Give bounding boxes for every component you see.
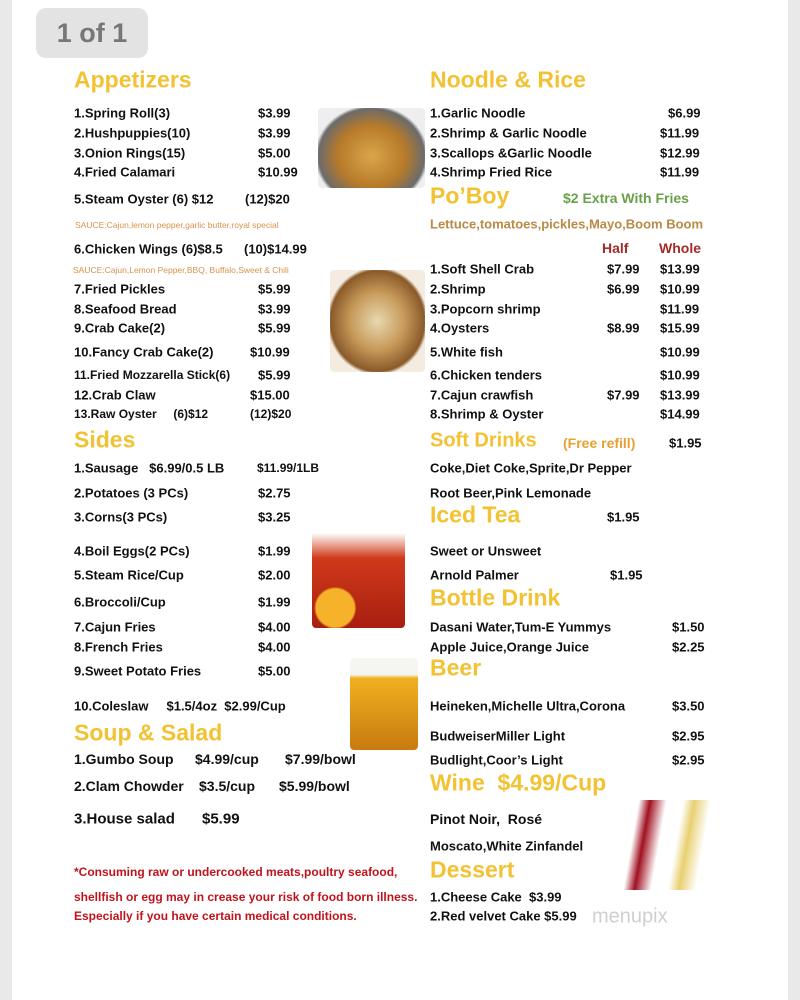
menu-item: 1.Soft Shell Crab [430,261,535,277]
menu-price: (10)$14.99 [244,241,307,257]
whole-price: $14.99 [660,406,700,422]
dessert-heading: Dessert [430,856,515,883]
menu-price: $15.00 [250,387,290,403]
menu-price: $1.99 [258,543,291,559]
whole-label: Whole [659,240,701,256]
menu-item: 2.Shrimp [430,281,486,297]
watermark: menupix [592,905,668,928]
menu-item: Moscato,White Zinfandel [430,838,584,854]
menu-item: 12.Crab Claw [74,387,156,403]
menu-item: 3.Popcorn shrimp [430,301,541,317]
half-label: Half [602,240,629,256]
menu-item: 3.House salad [74,810,175,828]
menu-item: 4.Shrimp Fried Rice [430,164,553,180]
menu-item: 8.Shrimp & Oyster [430,406,544,422]
soft-drinks-heading: Soft Drinks [430,429,537,452]
menu-item: 4.Oysters [430,320,490,336]
menu-item: BudweiserMiller Light [430,728,566,744]
menu-price: $6.99 [668,105,701,121]
menu-price: $11.99 [660,164,700,180]
soup-salad-heading: Soup & Salad [74,719,223,746]
disclaimer-line: *Consuming raw or undercooked meats,poultry seafood, [74,865,398,879]
menu-item: 4.Boil Eggs(2 PCs) [74,543,190,559]
menu-price: $1.95 [669,435,702,451]
menu-item: 6.Chicken Wings (6)$8.5 [74,241,223,257]
menu-item: 13.Raw Oyster (6)$12 [74,407,209,421]
fries-extra-note: $2 Extra With Fries [563,190,689,206]
menu-price: $11.99 [660,125,700,141]
menu-price: $1.95 [607,509,640,525]
menu-price: $5.99 [258,367,291,383]
appetizers-heading: Appetizers [74,66,192,93]
menu-item: 4.Fried Calamari [74,164,176,180]
menu-item: 5.Steam Oyster (6) $12 [74,191,214,207]
menu-item: 6.Chicken tenders [430,367,542,383]
whole-price: $13.99 [660,261,700,277]
poboy-sandwich-image [330,270,425,372]
disclaimer-line: Especially if you have certain medical conditions. [74,909,357,923]
menu-price: $1.99 [258,594,291,610]
menu-item: 10.Fancy Crab Cake(2) [74,344,214,360]
menu-item: Arnold Palmer [430,567,519,583]
menu-price: $3.99 [258,105,291,121]
menu-price: $2.95 [672,728,705,744]
page-counter-badge: 1 of 1 [36,8,148,58]
menu-price: $5.99 [202,810,240,828]
menu-price: $3.99 [258,125,291,141]
menu-item: Coke,Diet Coke,Sprite,Dr Pepper [430,460,632,476]
menu-price: $2.00 [258,567,291,583]
whole-price: $13.99 [660,387,700,403]
menu-price: $4.00 [258,619,291,635]
iced-tea-heading: Iced Tea [430,501,521,528]
menu-item: 2.Red velvet Cake $5.99 [430,908,577,924]
menu-price: (12)$20 [245,191,290,207]
menu-item: Pinot Noir, Rosé [430,811,543,827]
menu-item: 11.Fried Mozzarella Stick(6) [74,368,231,382]
menu-price: $3.50 [672,698,705,714]
menu-item: 1.Garlic Noodle [430,105,526,121]
whole-price: $10.99 [660,344,700,360]
menu-price: $10.99 [250,344,290,360]
menu-item: 1.Cheese Cake $3.99 [430,889,562,905]
menu-page [12,0,788,1000]
menu-item: 7.Cajun Fries [74,619,156,635]
poboy-heading: Po’Boy [430,182,510,209]
menu-item: 3.Corns(3 PCs) [74,509,168,525]
beer-mug-image [350,658,418,750]
menu-item: Root Beer,Pink Lemonade [430,485,592,501]
menu-price: $3.5/cup [199,778,256,794]
sauce-note: SAUCE:Cajun,lemon pepper,garlic butter,royal special [75,220,279,230]
beer-heading: Beer [430,654,482,681]
menu-price: $5.99/bowl [279,778,350,794]
menu-item: 9.Sweet Potato Fries [74,663,202,679]
wine-heading: Wine $4.99/Cup [430,769,607,796]
menu-price: $3.99 [258,301,291,317]
menu-item: 2.Hushpuppies(10) [74,125,191,141]
whole-price: $10.99 [660,367,700,383]
menu-price: $3.25 [258,509,291,525]
sides-heading: Sides [74,426,136,453]
half-price: $7.99 [607,261,640,277]
menu-item: 7.Cajun crawfish [430,387,534,403]
half-price: $7.99 [607,387,640,403]
menu-price: $2.25 [672,639,705,655]
menu-item: Sweet or Unsweet [430,543,542,559]
menu-price: (12)$20 [250,407,292,421]
menu-item: 1.Spring Roll(3) [74,105,171,121]
wine-glasses-image [617,800,712,890]
menu-price: $10.99 [258,164,298,180]
menu-item: 7.Fried Pickles [74,281,166,297]
menu-price: $2.95 [672,752,705,768]
menu-item: Budlight,Coor’s Light [430,752,563,768]
menu-item: 3.Scallops &Garlic Noodle [430,145,592,161]
whole-price: $11.99 [660,301,700,317]
iced-tea-image [312,528,405,628]
menu-price: $5.00 [258,663,291,679]
menu-price: $4.99/cup [195,751,259,767]
bottle-drink-heading: Bottle Drink [430,584,561,611]
menu-item: Apple Juice,Orange Juice [430,639,589,655]
menu-price: $1.95 [610,567,643,583]
menu-item: 2.Potatoes (3 PCs) [74,485,189,501]
menu-item: 1.Sausage $6.99/0.5 LB [74,460,225,476]
disclaimer-line: shellfish or egg may in crease your risk of food born illness. [74,890,418,904]
menu-item: Dasani Water,Tum-E Yummys [430,619,612,635]
menu-item: 8.Seafood Bread [74,301,177,317]
menu-item: 2.Shrimp & Garlic Noodle [430,125,587,141]
menu-item: 5.Steam Rice/Cup [74,567,184,583]
garlic-noodle-image [318,108,425,188]
menu-item: 9.Crab Cake(2) [74,320,166,336]
menu-item: 10.Coleslaw $1.5/4oz $2.99/Cup [74,698,286,714]
toppings-note: Lettuce,tomatoes,pickles,Mayo,Boom Boom [430,216,704,232]
menu-price: $4.00 [258,639,291,655]
menu-item: 1.Gumbo Soup [74,751,174,767]
menu-price: $2.75 [258,485,291,501]
menu-price: $7.99/bowl [285,751,356,767]
menu-price: $12.99 [660,145,700,161]
half-price: $8.99 [607,320,640,336]
menu-price: $5.00 [258,145,291,161]
noodle-rice-heading: Noodle & Rice [430,66,586,93]
menu-item: Heineken,Michelle Ultra,Corona [430,698,626,714]
menu-price: $5.99 [258,281,291,297]
menu-price: $1.50 [672,619,705,635]
half-price: $6.99 [607,281,640,297]
menu-item: 5.White fish [430,344,503,360]
menu-item: 3.Onion Rings(15) [74,145,186,161]
menu-item: 2.Clam Chowder [74,778,184,794]
menu-price: $5.99 [258,320,291,336]
sauce-note: SAUCE:Cajun,Lemon Pepper,BBQ, Buffalo,Sweet & Chili [73,265,289,275]
whole-price: $15.99 [660,320,700,336]
menu-item: 6.Broccoli/Cup [74,594,166,610]
menu-item: 8.French Fries [74,639,163,655]
whole-price: $10.99 [660,281,700,297]
menu-price: $11.99/1LB [257,461,320,475]
free-refill-note: (Free refill) [563,435,636,451]
